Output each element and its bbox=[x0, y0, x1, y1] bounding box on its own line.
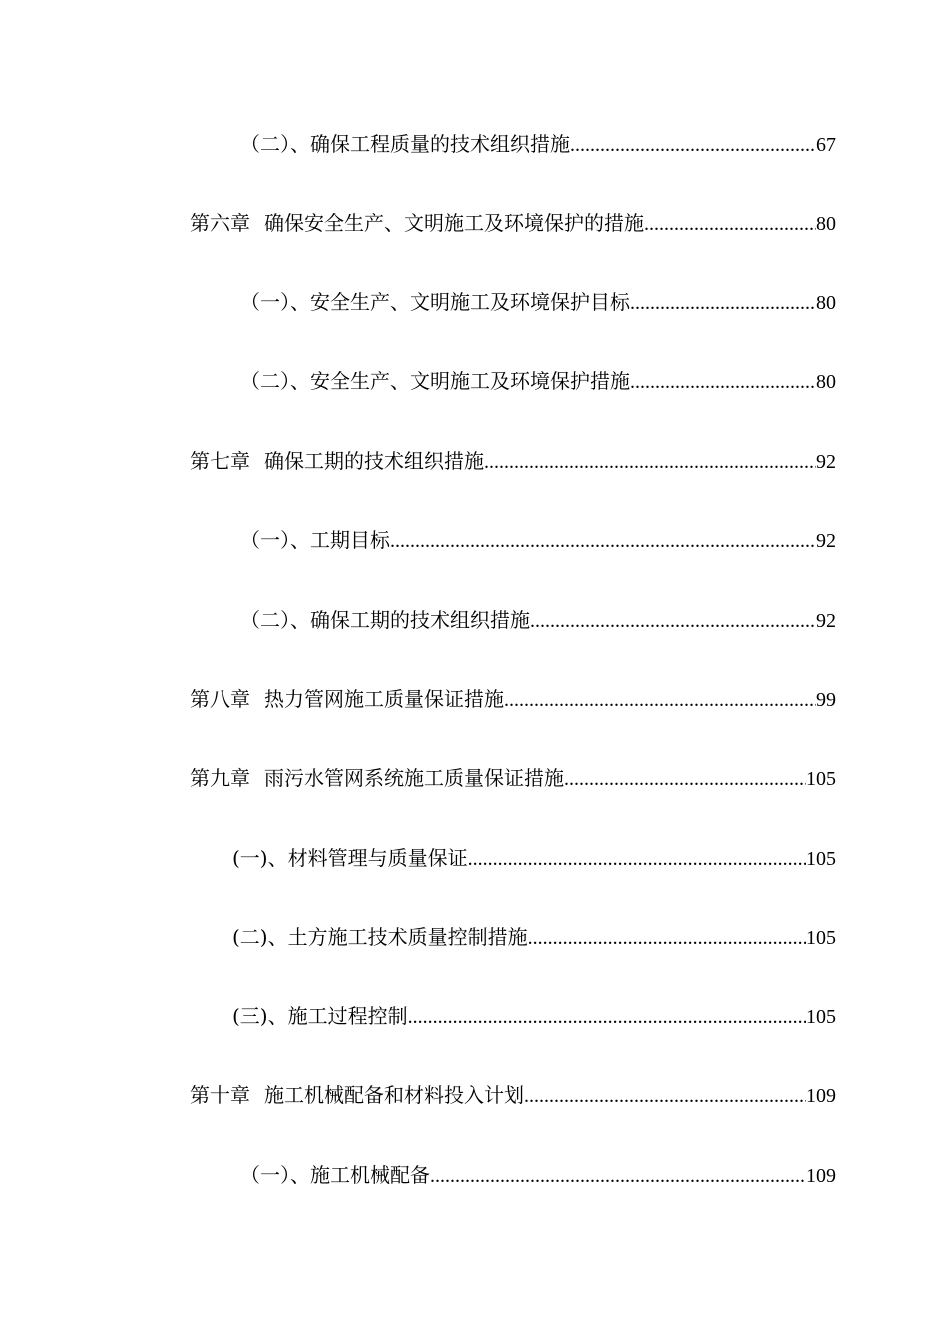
toc-entry-title: 材料管理与质量保证 bbox=[287, 846, 468, 870]
toc-entry-prefix: (三)、 bbox=[232, 1004, 288, 1028]
toc-entry-prefix: （一）、 bbox=[240, 528, 310, 552]
toc-entry-title-group bbox=[240, 606, 530, 634]
toc-entry-prefix: 第九章 bbox=[190, 766, 250, 790]
toc-entry[interactable] bbox=[190, 685, 836, 713]
toc-page-number: 105 bbox=[806, 1006, 836, 1028]
toc-entry-title-group bbox=[240, 367, 630, 395]
toc-page-number: 92 bbox=[816, 451, 836, 473]
toc-dot-leader bbox=[530, 607, 816, 635]
toc-entry[interactable] bbox=[240, 288, 836, 316]
toc-entry[interactable] bbox=[232, 844, 836, 872]
toc-page-number: 92 bbox=[816, 530, 836, 552]
toc-page-number: 105 bbox=[806, 848, 836, 870]
toc-entry-prefix: 第六章 bbox=[190, 211, 250, 235]
toc-entry-prefix: (二)、 bbox=[232, 925, 288, 949]
toc-entry[interactable] bbox=[190, 764, 836, 792]
toc-entry-prefix: （二）、 bbox=[240, 369, 310, 393]
toc-entry-title-group bbox=[190, 764, 564, 792]
toc-entry[interactable] bbox=[240, 367, 836, 395]
toc-entry-title-group bbox=[240, 526, 390, 554]
toc-entry-title: 施工机械配备和材料投入计划 bbox=[264, 1083, 524, 1107]
toc-entry[interactable] bbox=[240, 526, 836, 554]
toc-entry-prefix: （一）、 bbox=[240, 1163, 310, 1187]
toc-entry[interactable] bbox=[240, 130, 836, 158]
toc-entry-title: 确保工期的技术组织措施 bbox=[310, 608, 530, 632]
toc-entry-title: 土方施工技术质量控制措施 bbox=[287, 925, 528, 949]
toc-entry[interactable] bbox=[190, 447, 836, 475]
toc-dot-leader bbox=[644, 210, 816, 238]
toc-entry-title-group bbox=[232, 923, 528, 951]
toc-entry-title: 确保安全生产、文明施工及环境保护的措施 bbox=[264, 211, 644, 235]
toc-entry-title-group bbox=[240, 288, 630, 316]
toc-dot-leader bbox=[390, 527, 816, 555]
toc-page-number: 80 bbox=[816, 213, 836, 235]
toc-entry-prefix: （二）、 bbox=[240, 608, 310, 632]
toc-entry-title: 安全生产、文明施工及环境保护措施 bbox=[310, 369, 630, 393]
toc-entry-prefix: (一)、 bbox=[232, 846, 288, 870]
toc-dot-leader bbox=[504, 686, 816, 714]
toc-entry-prefix: （一）、 bbox=[240, 290, 310, 314]
toc-dot-leader bbox=[630, 368, 816, 396]
toc-entry-prefix: 第八章 bbox=[190, 687, 250, 711]
toc-dot-leader bbox=[630, 289, 816, 317]
toc-entry-title-group bbox=[190, 1081, 524, 1109]
toc-dot-leader bbox=[528, 924, 806, 952]
toc-entry-title: 确保工期的技术组织措施 bbox=[264, 449, 484, 473]
toc-entry-title-group bbox=[232, 844, 468, 872]
toc-dot-leader bbox=[484, 448, 816, 476]
toc-entry-title: 施工过程控制 bbox=[287, 1004, 408, 1028]
toc-dot-leader bbox=[524, 1082, 806, 1110]
toc-page-number: 80 bbox=[816, 292, 836, 314]
toc-entry[interactable] bbox=[240, 1161, 836, 1189]
toc-dot-leader bbox=[408, 1003, 806, 1031]
toc-page-number: 80 bbox=[816, 371, 836, 393]
toc-page-number: 109 bbox=[806, 1165, 836, 1187]
toc-page-number: 105 bbox=[806, 927, 836, 949]
toc-entry[interactable] bbox=[190, 1081, 836, 1109]
toc-dot-leader bbox=[468, 845, 806, 873]
toc-entry[interactable] bbox=[240, 606, 836, 634]
toc-entry-title-group bbox=[240, 130, 570, 158]
toc-entry-prefix: 第七章 bbox=[190, 449, 250, 473]
toc-entry-title: 工期目标 bbox=[310, 528, 390, 552]
toc-page-number: 99 bbox=[816, 689, 836, 711]
toc-entry-title: 热力管网施工质量保证措施 bbox=[264, 687, 504, 711]
toc-entry-prefix: 第十章 bbox=[190, 1083, 250, 1107]
toc-entry-title-group bbox=[232, 1002, 408, 1030]
toc-entry-title: 安全生产、文明施工及环境保护目标 bbox=[310, 290, 630, 314]
toc-entry-title-group bbox=[240, 1161, 430, 1189]
toc-entry-title: 雨污水管网系统施工质量保证措施 bbox=[264, 766, 564, 790]
toc-dot-leader bbox=[570, 131, 816, 159]
toc-entry-title-group bbox=[190, 685, 504, 713]
toc-entry-title-group bbox=[190, 209, 644, 237]
toc-entry[interactable] bbox=[190, 209, 836, 237]
toc-page-number: 67 bbox=[816, 134, 836, 156]
toc-entry[interactable] bbox=[232, 1002, 836, 1030]
toc-entry[interactable] bbox=[232, 923, 836, 951]
toc-entry-title: 确保工程质量的技术组织措施 bbox=[310, 132, 570, 156]
toc-entry-title: 施工机械配备 bbox=[310, 1163, 430, 1187]
toc-page-number: 105 bbox=[806, 768, 836, 790]
toc-entry-prefix: （二）、 bbox=[240, 132, 310, 156]
toc-page-number: 92 bbox=[816, 610, 836, 632]
toc-dot-leader bbox=[430, 1162, 806, 1190]
toc-page-number: 109 bbox=[806, 1085, 836, 1107]
toc-dot-leader bbox=[564, 765, 806, 793]
toc-entry-title-group bbox=[190, 447, 484, 475]
